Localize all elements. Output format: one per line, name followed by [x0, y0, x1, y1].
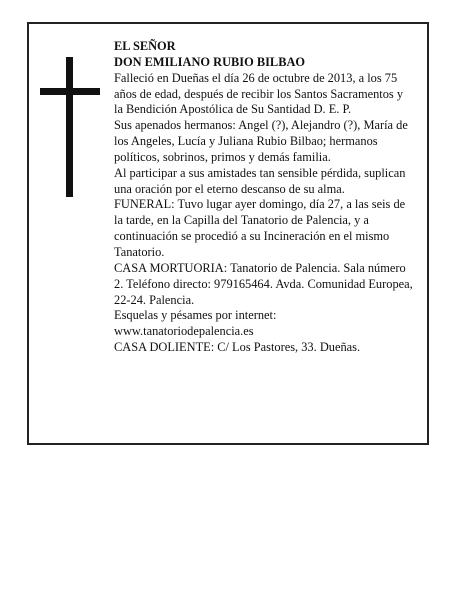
deceased-name: DON EMILIANO RUBIO BILBAO: [114, 54, 306, 69]
cross-icon: [40, 57, 100, 197]
cross-vertical-bar: [66, 57, 73, 197]
website-link[interactable]: www.tanatoriodepalencia.es: [114, 324, 254, 339]
esquelas-label: Esquelas y pésames por internet:: [114, 308, 277, 323]
prayer-request: Al participar a sus amistades tan sensible pérdida, suplican una oración por el eterno descanso de su alma.: [114, 165, 406, 196]
casa-mortuoria: CASA MORTUORIA: Tanatorio de Palencia. Sala número 2. Teléfono directo: 979165464. Avda. Comunidad Europea, 22-24. Palencia.: [114, 260, 413, 307]
funeral-info: FUNERAL: Tuvo lugar ayer domingo, día 27, a las seis de la tarde, en la Capilla del Tanatorio de Palencia, y a continuación se procedió a su Incineración en el mismo Tanatorio.: [114, 197, 406, 259]
death-notice: Falleció en Dueñas el día 26 de octubre de 2013, a los 75 años de edad, después de recibir los Santos Sacramentos y la Bendición Apostólica de Su Santidad D. E. P.: [114, 70, 404, 117]
casa-doliente: CASA DOLIENTE: C/ Los Pastores, 33. Dueñas.: [114, 340, 361, 355]
cross-horizontal-bar: [40, 88, 100, 95]
family-list: Sus apenados hermanos: Angel (?), Alejandro (?), María de los Angeles, Lucía y Juliana Rubio Bilbao; hermanos políticos, sobrinos, primos y demás familia.: [114, 118, 408, 164]
title-line: EL SEÑOR: [114, 39, 176, 53]
obituary-text: [114, 39, 414, 356]
